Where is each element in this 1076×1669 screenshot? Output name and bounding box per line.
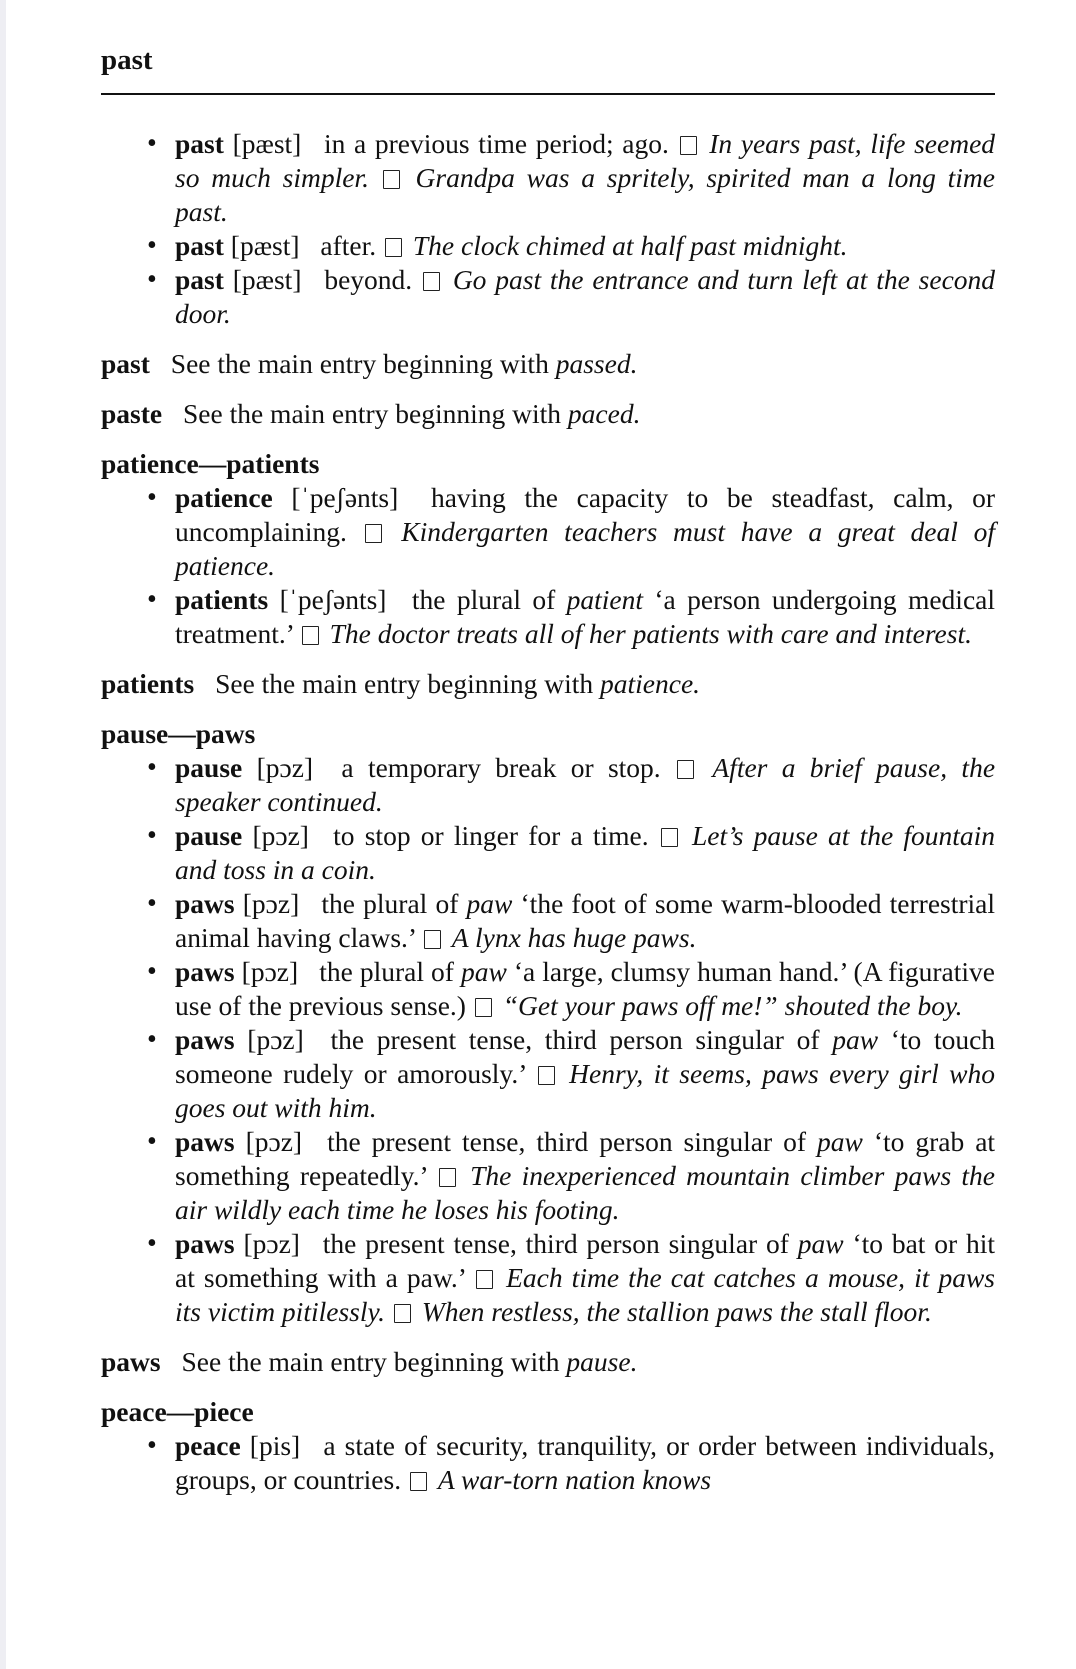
example-marker-icon: [475, 998, 492, 1017]
example-marker-icon: [661, 828, 678, 847]
bullet-icon: •: [147, 264, 157, 295]
pronunciation: [pɔz]: [256, 752, 314, 783]
bullet-icon: •: [147, 752, 157, 783]
pronunciation: [pɔz]: [242, 888, 300, 919]
headword: past: [175, 128, 224, 159]
definition-gloss: ‘to grab at something repeatedly.’: [175, 1126, 996, 1191]
entry-group-title: pause—paws: [101, 718, 256, 749]
definition-term: paw: [817, 1126, 863, 1157]
definition: after.: [320, 230, 377, 261]
sense-item: [101, 1023, 995, 1125]
example: When restless, the stallion paws the stall floor.: [421, 1296, 932, 1327]
example: The clock chimed at half past midnight.: [412, 230, 848, 261]
example: Kindergarten teachers must have a great deal of patience.: [175, 516, 995, 581]
definition: in a previous time period; ago.: [323, 128, 669, 159]
example: The doctor treats all of her patients with care and interest.: [329, 618, 972, 649]
pronunciation: [pis]: [249, 1430, 301, 1461]
bullet-icon: •: [147, 888, 157, 919]
example: After a brief pause, the speaker continued.: [175, 752, 996, 817]
pronunciation: [ˈpeʃənts]: [279, 584, 387, 615]
headword: paws: [175, 1024, 235, 1055]
example-marker-icon: [383, 170, 400, 189]
definition: to stop or linger for a time.: [333, 820, 649, 851]
example: Let’s pause at the fountain and toss in a coin.: [175, 820, 996, 885]
xref-target[interactable]: paced.: [567, 398, 641, 429]
pronunciation: [pɔz]: [252, 820, 309, 851]
headword: paws: [175, 956, 235, 987]
definition: a state of security, tranquility, or order between individuals, groups, or countries.: [175, 1430, 996, 1495]
sense-item: [101, 1125, 995, 1227]
example-marker-icon: [394, 1304, 411, 1323]
definition-term: paw: [832, 1024, 879, 1055]
definition: a temporary break or stop.: [341, 752, 661, 783]
sense-item: [101, 229, 995, 263]
headword: patience: [175, 482, 273, 513]
headword: past: [175, 230, 224, 261]
page-margin-strip: [0, 0, 6, 1669]
running-head: past: [101, 44, 153, 76]
sense-item: [101, 1227, 995, 1329]
pronunciation: [pɔz]: [245, 1126, 303, 1157]
definition-term: paw: [460, 956, 507, 987]
xref-target[interactable]: passed.: [555, 348, 638, 379]
example-marker-icon: [538, 1066, 555, 1085]
definition: the present tense, third person singular of: [322, 1228, 789, 1259]
definition-gloss: ‘a large, clumsy human hand.’ (A figurative use of the previous sense.): [175, 956, 995, 1021]
bullet-icon: •: [147, 1430, 157, 1461]
bullet-icon: •: [147, 820, 157, 851]
pronunciation: [pɔz]: [241, 956, 299, 987]
example: The inexperienced mountain climber paws the air wildly each time he loses his footing.: [175, 1160, 996, 1225]
example: In years past, life seemed so much simpler.: [175, 128, 996, 193]
definition-gloss: ‘to bat or hit at something with a paw.’: [175, 1228, 996, 1293]
sense-item: [101, 1429, 995, 1497]
cross-reference-paste: [101, 397, 995, 431]
definition-term: patient: [566, 584, 644, 615]
example-marker-icon: [680, 136, 697, 155]
sense-list-peace: [101, 1429, 995, 1497]
example: Grandpa was a spritely, spirited man a long time past.: [175, 162, 995, 227]
bullet-icon: •: [147, 1228, 157, 1259]
headword: paws: [175, 1126, 235, 1157]
example-marker-icon: [302, 626, 319, 645]
bullet-icon: •: [147, 1126, 157, 1157]
example: A lynx has huge paws.: [451, 922, 697, 953]
pronunciation: [pɔz]: [247, 1024, 304, 1055]
page-content: [101, 127, 995, 1497]
sense-list-patience: [101, 481, 995, 651]
definition: the plural of: [411, 584, 556, 615]
bullet-icon: •: [147, 584, 157, 615]
example-marker-icon: [423, 272, 440, 291]
bullet-icon: •: [147, 482, 157, 513]
pronunciation: [pæst]: [232, 128, 302, 159]
xref-text: See the main entry beginning with: [170, 348, 549, 379]
definition-gloss: ‘to touch someone rudely or amorously.’: [175, 1024, 996, 1089]
headword: past: [175, 264, 224, 295]
headword: paws: [175, 1228, 235, 1259]
definition: the present tense, third person singular of: [330, 1024, 820, 1055]
xref-headword: past: [101, 348, 150, 379]
definition: beyond.: [324, 264, 413, 295]
example-marker-icon: [365, 524, 382, 543]
xref-headword: patients: [101, 668, 195, 699]
definition-gloss: ‘a person undergoing medical treatment.’: [175, 584, 995, 649]
definition: the plural of: [319, 956, 454, 987]
sense-item: [101, 481, 995, 583]
example-marker-icon: [476, 1270, 493, 1289]
definition: the present tense, third person singular of: [327, 1126, 807, 1157]
sense-item: [101, 819, 995, 887]
cross-reference-patients: [101, 667, 995, 701]
xref-text: See the main entry beginning with: [183, 398, 562, 429]
cross-reference-paws: [101, 1345, 995, 1379]
example-marker-icon: [410, 1472, 427, 1491]
xref-target[interactable]: patience.: [600, 668, 701, 699]
example: Go past the entrance and turn left at the second door.: [175, 264, 996, 329]
example: Each time the cat catches a mouse, it paws its victim pitilessly.: [175, 1262, 996, 1327]
example-marker-icon: [439, 1168, 456, 1187]
sense-item: [101, 887, 995, 955]
sense-item: [101, 583, 995, 651]
example-marker-icon: [385, 238, 402, 257]
bullet-icon: •: [147, 1024, 157, 1055]
pronunciation: [pæst]: [232, 264, 302, 295]
xref-headword: paste: [101, 398, 163, 429]
entry-group-title: patience—patients: [101, 448, 320, 479]
sense-list-past: [101, 127, 995, 331]
definition-term: paw: [797, 1228, 844, 1259]
headword: peace: [175, 1430, 241, 1461]
sense-list-pause: [101, 751, 995, 1329]
example-marker-icon: [677, 760, 694, 779]
sense-item: [101, 955, 995, 1023]
bullet-icon: •: [147, 230, 157, 261]
definition: having the capacity to be steadfast, calm, or uncomplaining.: [175, 482, 996, 547]
definition-gloss: ‘the foot of some warm-blooded terrestrial animal having claws.’: [175, 888, 996, 953]
definition: the plural of: [321, 888, 459, 919]
xref-headword: paws: [101, 1346, 161, 1377]
pronunciation: [pɔz]: [243, 1228, 300, 1259]
bullet-icon: •: [147, 956, 157, 987]
headword: patients: [175, 584, 269, 615]
xref-text: See the main entry beginning with: [181, 1346, 560, 1377]
sense-item: [101, 127, 995, 229]
entry-group-title: peace—piece: [101, 1396, 254, 1427]
sense-item: [101, 263, 995, 331]
header-rule: [101, 93, 995, 95]
example: Henry, it seems, paws every girl who goes out with him.: [175, 1058, 996, 1123]
xref-target[interactable]: pause.: [566, 1346, 638, 1377]
bullet-icon: •: [147, 128, 157, 159]
sense-item: [101, 751, 995, 819]
example-marker-icon: [424, 930, 441, 949]
cross-reference-past: [101, 347, 995, 381]
headword: pause: [175, 820, 243, 851]
pronunciation: [pæst]: [230, 230, 300, 261]
headword: paws: [175, 888, 235, 919]
xref-text: See the main entry beginning with: [215, 668, 594, 699]
example: A war-torn nation knows: [437, 1464, 712, 1495]
headword: pause: [175, 752, 243, 783]
example: “Get your paws off me!” shouted the boy.: [502, 990, 963, 1021]
definition-term: paw: [466, 888, 513, 919]
pronunciation: [ˈpeʃənts]: [291, 482, 399, 513]
